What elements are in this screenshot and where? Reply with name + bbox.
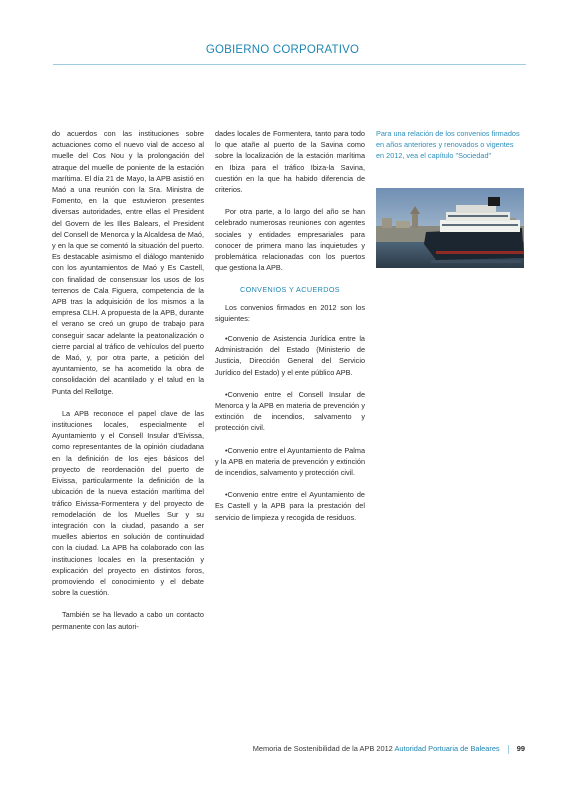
- sidebar-note: Para una relación de los convenios firmados en años anteriores y renovados o vigentes en 2012, vea el capítulo "Sociedad": [376, 129, 520, 161]
- left-column: [52, 128, 204, 643]
- middle-column: [215, 128, 365, 534]
- footer-publication: Memoria de Sostenibilidad de la APB 2012: [252, 744, 393, 753]
- left-paragraph-2: La APB reconoce el papel clave de las instituciones locales, especialmente el Ayuntamiento y el Consell Insular d'Eivissa, como representantes de la opinión ciudadana en la definición de los ejes básicos del proyecto de reordenación del puerto de Eivissa, particularmente la definición de la ubicación de la nueva estación marítima del tráfico Eivissa-Formentera y del proyecto de remodelación de los Muelles Sur y su integración con la ciudad, pasando a ser muelles abiertos en solución de continuidad con la ciudad. La APB ha colaborado con las instituciones locales en la presentación y explicación del proyecto en distintos foros, promoviendo el conocimiento y el debate sobre la cuestión.: [52, 408, 204, 598]
- agreement-item: •Convenio de Asistencia Jurídica entre la Administración del Estado (Ministerio de Justicia, Dirección General del Servicio Jurídico del Estado) y el ente público APB.: [215, 334, 365, 377]
- footer-separator: [508, 745, 509, 754]
- cruise-ship-photo: [376, 188, 524, 268]
- page-footer: [253, 744, 525, 754]
- footer-brand: Autoridad Portuaria de Baleares: [394, 744, 500, 753]
- left-paragraph-1: do acuerdos con las instituciones sobre actuaciones como el nuevo vial de acceso al muelle del Cos Nou y la prolongación del atraque del muelle de poniente de la estación marítima. El día 21 de Mayo, la APB asistió en Maó a una reunión con la Sra. Ministra de Fomento, en la que estuvieron presentes diversas autoridades, entre ellas el President del Govern de les Illes Balears, el President del Consell de Menorca y la Alcaldesa de Maó, y en la que se comentó la situación del puerto. Es destacable asimismo el diálogo mantenido con los ayuntamientos de Maó y Es Castell, con finalidad de consensuar los usos de los terrenos de Cala Figuera, competencia de la APB tras la adquisición de los mismos a la empresa CLH. A propuesta de la APB, durante el verano se creó un grupo de trabajo para conseguir sacar adelante la peatonalización o cierre parcial al tráfico de vehículos del puerto de Maó, y, por otra parte, a petición del ayuntamiento, se ha acometido la obra de consolidación del acantilado y el talud en la Punta del Rellotge.: [52, 129, 204, 396]
- sidebar: [376, 128, 522, 173]
- section-heading-convenios: CONVENIOS Y ACUERDOS: [240, 285, 340, 295]
- agreement-item: •Convenio entre entre el Ayuntamiento de Es Castell y la APB para la prestación del servicio de limpieza y recogida de residuos.: [215, 490, 365, 522]
- middle-paragraph-3: Los convenios firmados en 2012 son los siguientes:: [215, 302, 365, 323]
- header-divider: [53, 64, 526, 65]
- left-paragraph-3: También se ha llevado a cabo un contacto permanente con las autori-: [52, 610, 204, 631]
- page-number: 99: [516, 744, 525, 753]
- agreement-item: •Convenio entre el Ayuntamiento de Palma y la APB en materia de prevención y extinción de incendios, salvamento y protección civil.: [215, 445, 365, 478]
- page-header-title: GOBIERNO CORPORATIVO: [205, 44, 360, 56]
- middle-paragraph-2: Por otra parte, a lo largo del año se han celebrado numerosas reuniones con agentes sociales y entidades empresariales para conocer de primera mano las inquietudes y problemática relacionadas con los puertos que gestiona la APB.: [215, 207, 365, 273]
- middle-paragraph-1: dades locales de Formentera, tanto para todo lo que atañe al puerto de la Savina como sobre la localización de la estación marítima en Ibiza para el tráfico Ibiza-la Savina, cuestión en la que ha habido diferencia de criterios.: [215, 129, 365, 195]
- agreement-item: •Convenio entre el Consell Insular de Menorca y la APB en materia de prevención y extinción de incendios, salvamento y protección civil.: [215, 389, 365, 433]
